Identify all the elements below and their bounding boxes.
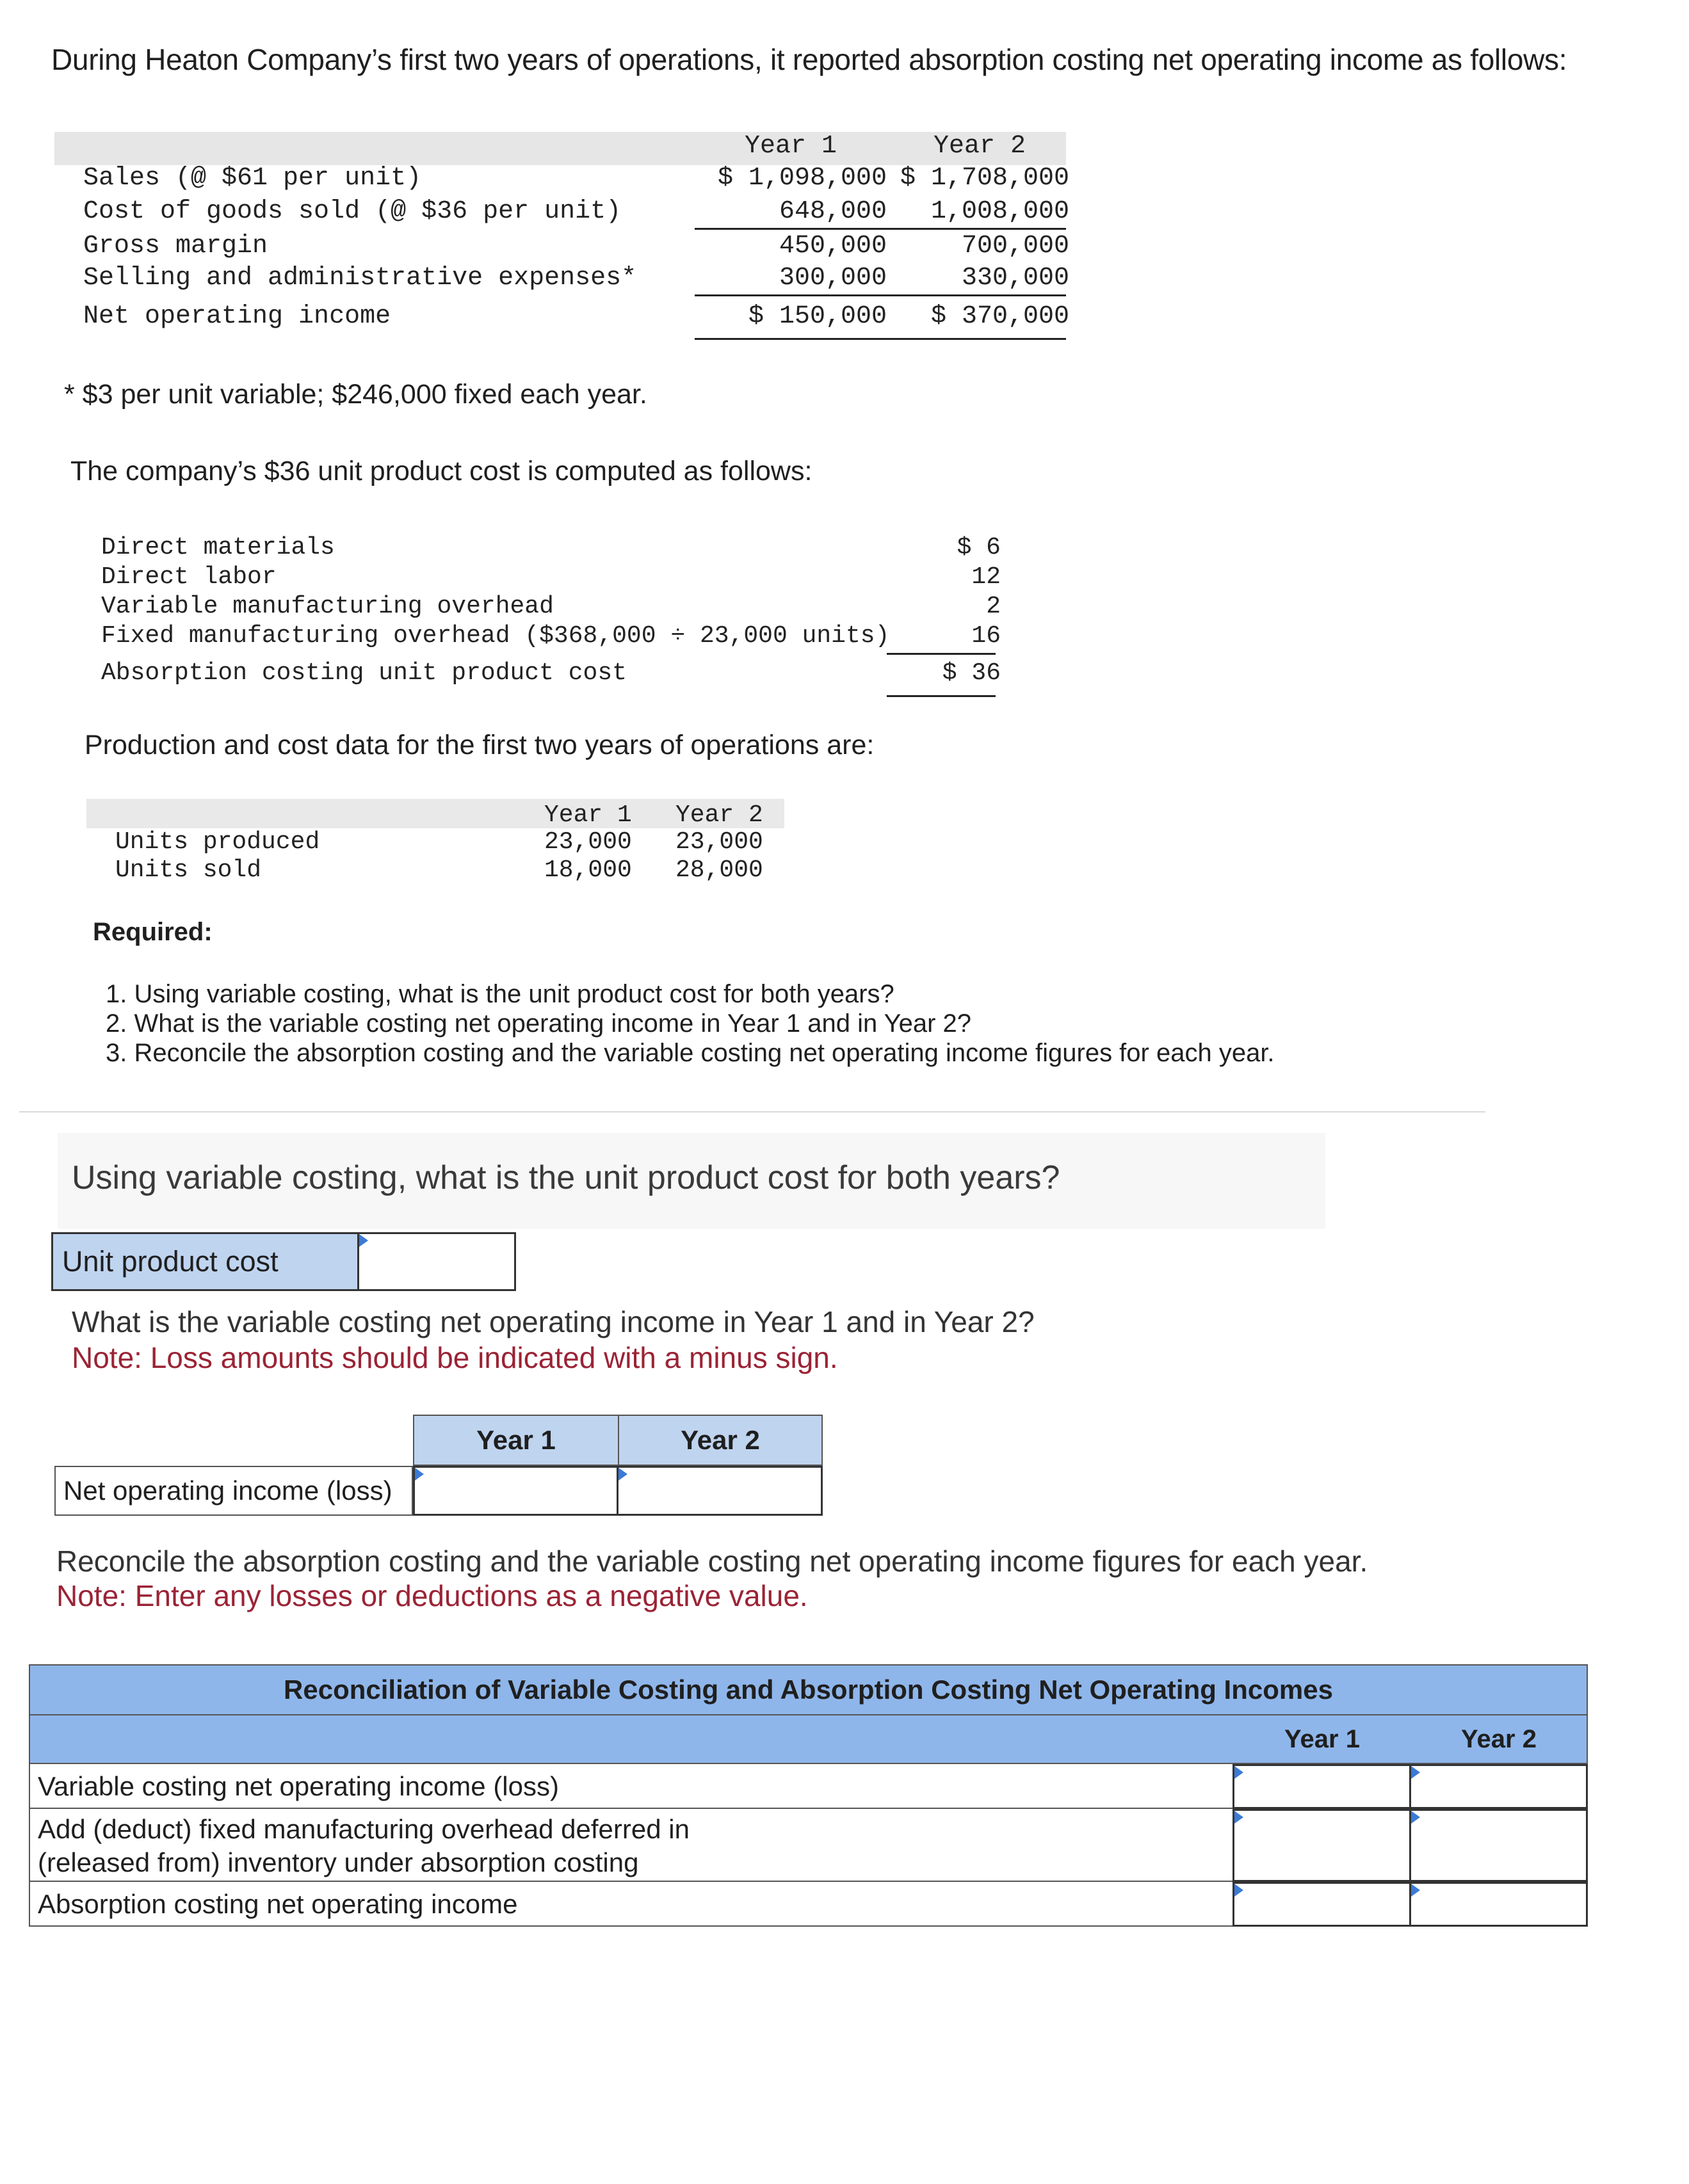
is-year2-value: 700,000 [961,232,1069,261]
input-flag-icon [1234,1766,1243,1779]
unit-cost-label: Absorption costing unit product cost [101,659,627,687]
input-flag-icon [415,1468,424,1481]
required-item: 2. What is the variable costing net operating income in Year 1 and in Year 2? [106,1009,972,1038]
input-flag-icon [1411,1811,1420,1824]
footnote: * $3 per unit variable; $246,000 fixed each year. [64,379,647,410]
q3-note: Note: Enter any losses or deductions as a negative value. [56,1579,808,1612]
unit-cost-row [101,534,1001,563]
production-year1-header: Year 1 [544,801,632,829]
unit-cost-value: 2 [986,593,1001,620]
q3-question: Reconcile the absorption costing and the variable costing net operating income figures for each year. [56,1545,1368,1578]
reconciliation-row-label: Add (deduct) fixed manufacturing overhead deferred in (released from) inventory under absorption costing [29,1809,1232,1882]
production-label: Units produced [115,828,320,856]
is-row-gross-margin [83,232,1069,265]
unit-product-cost-row [51,1232,516,1291]
input-flag-icon [1411,1766,1420,1779]
reconciliation-fixed-oh-year1-input[interactable] [1232,1809,1412,1882]
unit-product-cost-label: Unit product cost [53,1234,357,1289]
net-income-header [413,1415,823,1466]
is-underline [695,338,1066,340]
income-statement-header [83,132,1069,165]
unit-cost-value: 16 [971,622,1001,650]
q1-question: Using variable costing, what is the unit product cost for both years? [72,1159,1060,1196]
is-label: Cost of goods sold (@ $36 per unit) [83,197,622,226]
required-item: 3. Reconcile the absorption costing and the variable costing net operating income figures for each year. [106,1039,1275,1067]
is-year2-value: 330,000 [961,264,1069,293]
production-row [115,856,763,885]
is-year2-value: $ 1,708,000 [900,164,1069,193]
is-row-selling-admin [83,264,1069,297]
is-year1-header: Year 1 [744,132,837,161]
reconciliation-row-label: Absorption costing net operating income [29,1882,1232,1927]
unit-cost-label: Direct labor [101,563,277,591]
production-year1-value: 23,000 [544,828,632,856]
net-income-year2-input[interactable] [617,1466,823,1516]
production-year1-value: 18,000 [544,856,632,884]
unit-product-cost-input[interactable] [357,1234,514,1289]
production-label: Units sold [115,856,262,884]
net-income-year1-input[interactable] [413,1466,619,1516]
unit-cost-row [101,593,1001,622]
is-year1-value: 300,000 [779,264,887,293]
is-year1-value: $ 1,098,000 [717,164,887,193]
reconciliation-ac-year1-input[interactable] [1232,1882,1412,1927]
unit-cost-label: Variable manufacturing overhead [101,593,554,620]
input-flag-icon [1411,1884,1420,1897]
net-income-year2-header: Year 2 [681,1425,760,1455]
is-label: Gross margin [83,232,268,261]
is-row-net-operating-income [83,302,1069,335]
reconciliation-table [29,1664,1588,1927]
is-year1-value: 450,000 [779,232,887,261]
production-intro: Production and cost data for the first two years of operations are: [85,730,875,760]
is-year2-value: 1,008,000 [930,197,1069,226]
production-year2-value: 28,000 [675,856,763,884]
is-year2-header: Year 2 [933,132,1026,161]
reconciliation-vc-year2-input[interactable] [1409,1764,1588,1809]
unit-cost-row-total [101,659,1001,689]
required-item: 1. Using variable costing, what is the unit product cost for both years? [106,980,894,1008]
is-label: Sales (@ $61 per unit) [83,164,422,193]
unit-cost-value: 12 [971,563,1001,591]
is-year1-value: 648,000 [779,197,887,226]
q2-note: Note: Loss amounts should be indicated with a minus sign. [72,1341,838,1374]
unit-cost-intro: The company’s $36 unit product cost is computed as follows: [70,456,812,486]
reconciliation-ac-year2-input[interactable] [1409,1882,1588,1927]
unit-cost-label: Fixed manufacturing overhead ($368,000 ÷ 23,000 units) [101,622,890,650]
reconciliation-fixed-oh-year2-input[interactable] [1409,1809,1588,1882]
is-year2-value: $ 370,000 [930,302,1069,331]
is-underline [695,228,1066,230]
is-year1-value: $ 150,000 [748,302,887,331]
is-label: Selling and administrative expenses* [83,264,637,293]
net-income-row-label: Net operating income (loss) [54,1466,413,1516]
unit-cost-underline [887,653,996,655]
production-row [115,828,763,856]
production-header [115,801,763,830]
net-income-year1-header: Year 1 [414,1416,619,1465]
section-divider [19,1111,1485,1112]
reconciliation-year1-header: Year 1 [1284,1725,1360,1753]
is-label: Net operating income [83,302,391,331]
unit-cost-label: Direct materials [101,534,335,561]
unit-cost-row [101,622,1001,652]
intro-text: During Heaton Company’s first two years of operations, it reported absorption costing net operating income as follows: [51,43,1567,76]
reconciliation-row-label: Variable costing net operating income (loss) [29,1764,1232,1809]
production-year2-value: 23,000 [675,828,763,856]
input-flag-icon [618,1468,627,1481]
required-list [106,979,1275,1068]
unit-cost-row [101,563,1001,593]
reconciliation-title: Reconciliation of Variable Costing and Absorption Costing Net Operating Incomes [29,1664,1588,1715]
reconciliation-column-header [29,1715,1588,1764]
is-row-cogs [83,197,1069,230]
is-underline [695,294,1066,296]
input-flag-icon [359,1234,368,1247]
input-flag-icon [1234,1884,1243,1897]
unit-cost-value: $ 6 [957,534,1001,561]
reconciliation-vc-year1-input[interactable] [1232,1764,1412,1809]
unit-cost-value: $ 36 [942,659,1001,687]
input-flag-icon [1234,1811,1243,1824]
unit-cost-underline [887,695,996,697]
reconciliation-year2-header: Year 2 [1461,1725,1537,1753]
required-title: Required: [93,918,213,946]
net-income-table [54,1415,823,1517]
is-row-sales [83,164,1069,197]
q2-question: What is the variable costing net operating income in Year 1 and in Year 2? [72,1305,1035,1338]
production-year2-header: Year 2 [675,801,763,829]
